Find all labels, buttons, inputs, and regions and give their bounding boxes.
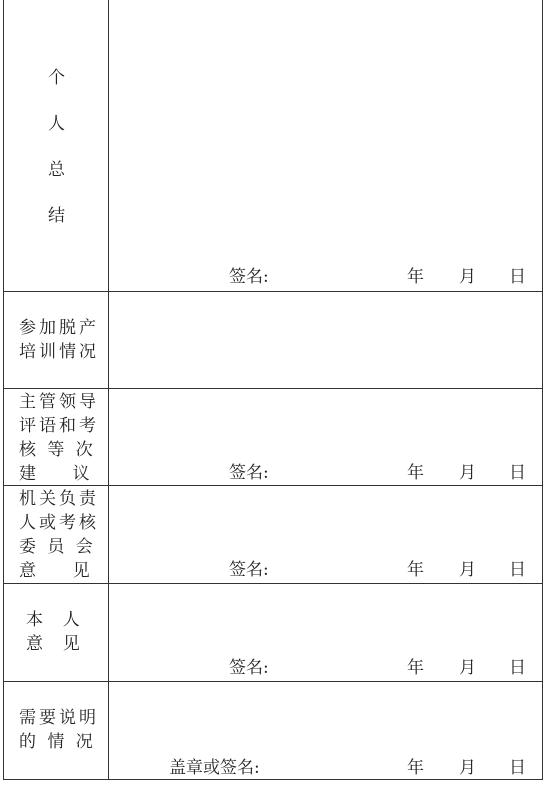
notes-content[interactable] [109, 682, 542, 780]
supervisor-comment-label-line: 评语和考 [19, 416, 99, 436]
training-content[interactable] [109, 292, 542, 388]
notes-row [4, 682, 542, 780]
personal-summary-label-char: 总 [48, 160, 65, 180]
personal-summary-content[interactable] [109, 0, 542, 291]
month-label: 月 [459, 463, 476, 483]
signature-label: 签名: [229, 463, 269, 483]
personal-summary-label-cell [4, 0, 109, 291]
committee-opinion-content[interactable] [109, 486, 542, 583]
personal-summary-label-char: 人 [48, 114, 65, 134]
supervisor-comment-row [4, 389, 542, 486]
personal-opinion-label-line: 本 人 [26, 610, 83, 630]
supervisor-comment-label-line: 核 等 次 [19, 440, 96, 460]
day-label: 日 [509, 658, 526, 678]
supervisor-comment-label-cell [4, 389, 109, 485]
notes-label-cell [4, 682, 109, 780]
year-label: 年 [407, 658, 424, 678]
committee-opinion-label-line: 人或考核 [19, 513, 99, 533]
personal-summary-label-char: 个 [48, 68, 65, 88]
day-label: 日 [509, 267, 526, 287]
notes-label-line: 的 情 况 [19, 732, 96, 752]
supervisor-comment-label-line: 主管领导 [19, 392, 99, 412]
signature-label: 签名: [229, 267, 269, 287]
personal-opinion-label-line: 意 见 [26, 634, 83, 654]
personal-summary-label-char: 结 [48, 206, 65, 226]
day-label: 日 [509, 560, 526, 580]
year-label: 年 [407, 560, 424, 580]
committee-opinion-label-line: 委 员 会 [19, 537, 96, 557]
committee-opinion-label-line: 意 见 [19, 561, 93, 581]
committee-opinion-label-cell [4, 486, 109, 583]
year-label: 年 [407, 758, 424, 778]
year-label: 年 [407, 463, 424, 483]
stamp-or-signature-label: 盖章或签名: [169, 758, 260, 778]
supervisor-comment-content[interactable] [109, 389, 542, 485]
day-label: 日 [509, 463, 526, 483]
notes-label-line: 需要说明 [19, 708, 99, 728]
personal-opinion-row [4, 584, 542, 682]
supervisor-comment-label-line: 建 议 [19, 464, 93, 484]
committee-opinion-label-line: 机关负责 [19, 489, 99, 509]
evaluation-form [3, 0, 543, 780]
day-label: 日 [509, 758, 526, 778]
signature-label: 签名: [229, 658, 269, 678]
personal-summary-row [4, 0, 542, 292]
month-label: 月 [459, 267, 476, 287]
month-label: 月 [459, 560, 476, 580]
training-label-cell [4, 292, 109, 388]
personal-opinion-label-cell [4, 584, 109, 681]
year-label: 年 [407, 267, 424, 287]
signature-label: 签名: [229, 560, 269, 580]
training-label-line: 参加脱产 [19, 318, 99, 338]
committee-opinion-row [4, 486, 542, 584]
personal-opinion-content[interactable] [109, 584, 542, 681]
training-row [4, 292, 542, 389]
month-label: 月 [459, 658, 476, 678]
training-label-line: 培训情况 [19, 342, 99, 362]
month-label: 月 [459, 758, 476, 778]
